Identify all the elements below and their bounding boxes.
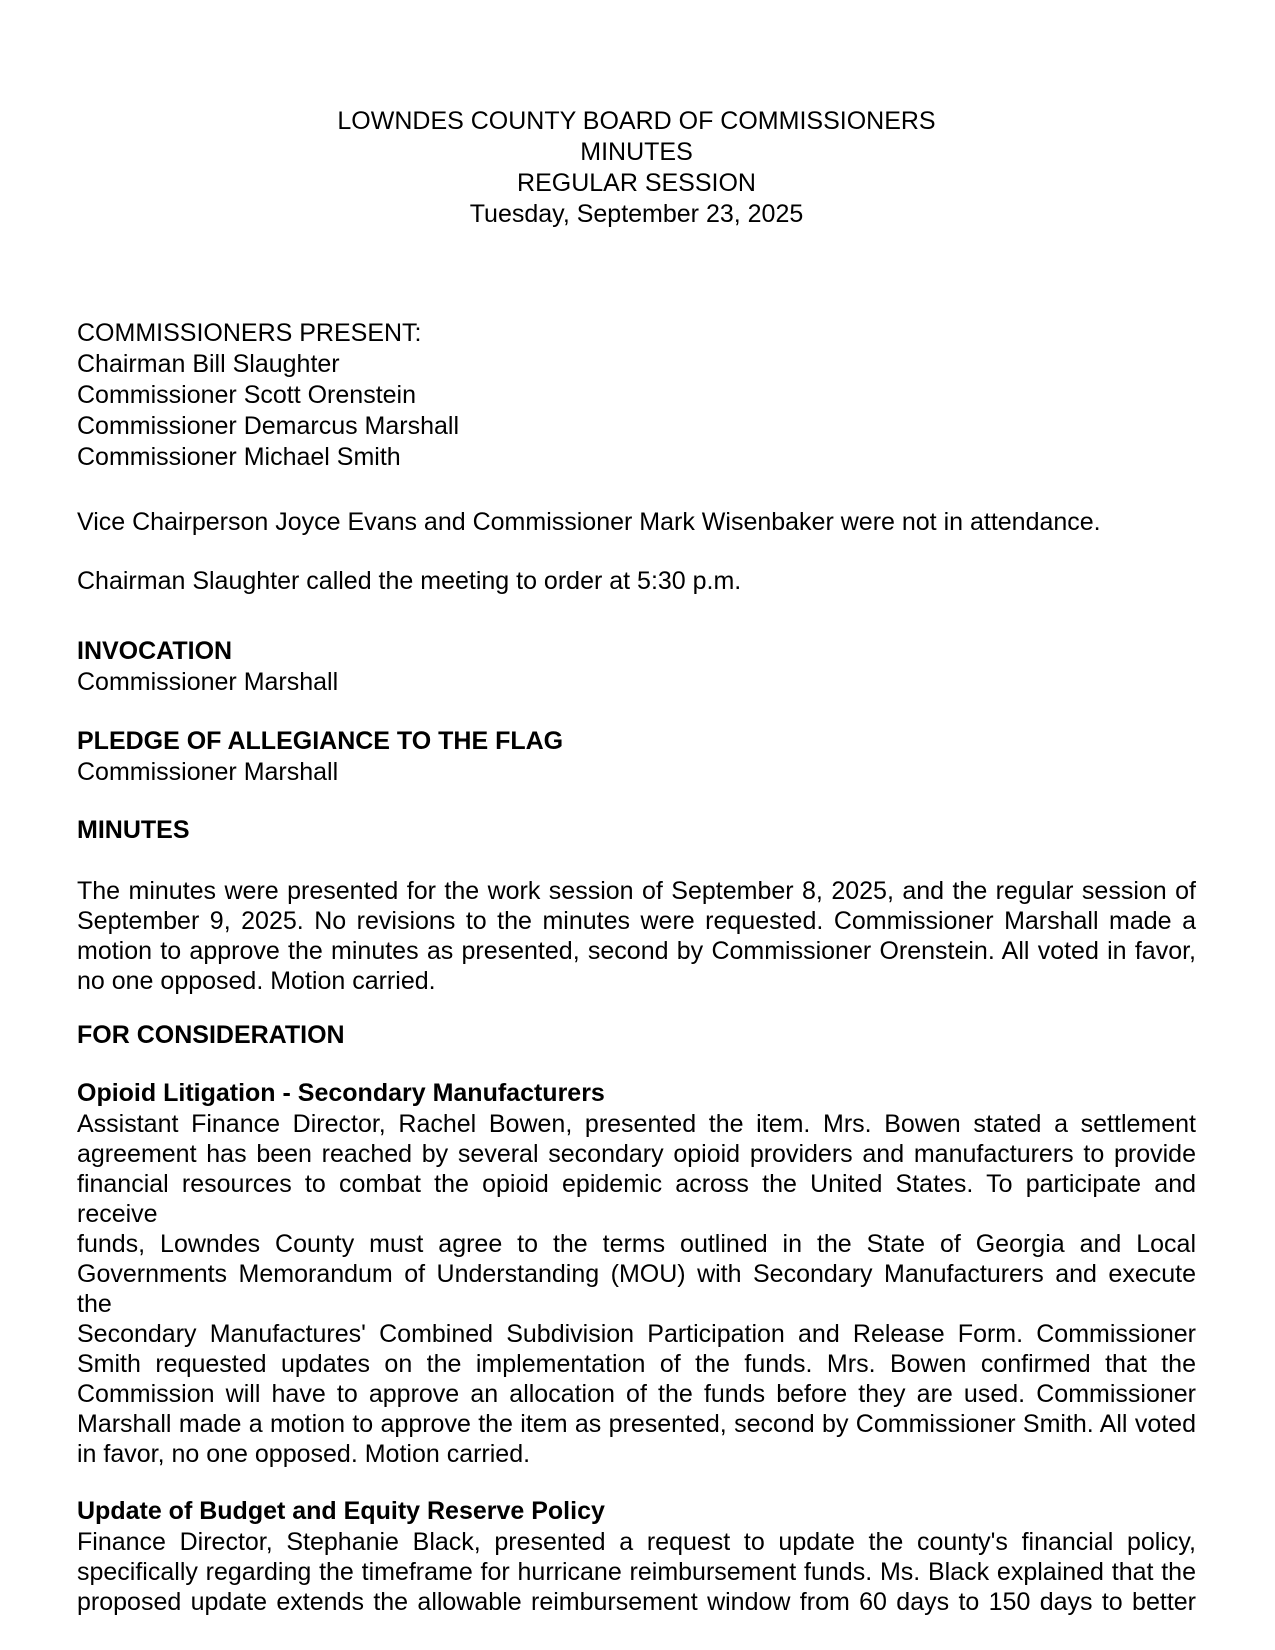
minutes-paragraph bbox=[77, 876, 1196, 996]
commissioners-present-block bbox=[77, 318, 1196, 473]
agenda-item-title: Update of Budget and Equity Reserve Policy bbox=[77, 1497, 605, 1525]
paragraph-line: funds, Lowndes County must agree to the terms outlined in the State of Georgia and Local bbox=[77, 1230, 1196, 1258]
present-name: Commissioner Scott Orenstein bbox=[77, 381, 417, 409]
invocation-heading: INVOCATION bbox=[77, 637, 233, 665]
paragraph-line: Finance Director, Stephanie Black, presented a request to update the county's financial policy, bbox=[77, 1528, 1196, 1556]
paragraph-line: financial resources to combat the opioid epidemic across the United States. To participate and receive bbox=[77, 1170, 1196, 1228]
paragraph-line: Assistant Finance Director, Rachel Bowen, presented the item. Mrs. Bowen stated a settlement bbox=[77, 1110, 1196, 1138]
paragraph-line: agreement has been reached by several secondary opioid providers and manufacturers to provide bbox=[77, 1140, 1196, 1168]
title-line-minutes: MINUTES bbox=[580, 138, 693, 166]
present-name: Chairman Bill Slaughter bbox=[77, 350, 340, 378]
title-line-org: LOWNDES COUNTY BOARD OF COMMISSIONERS bbox=[337, 107, 936, 135]
paragraph-line: specifically regarding the timeframe for hurricane reimbursement funds. Ms. Black explained that the bbox=[77, 1558, 1196, 1586]
title-line-date: Tuesday, September 23, 2025 bbox=[469, 200, 804, 228]
agenda-item-title: Opioid Litigation - Secondary Manufacturers bbox=[77, 1079, 605, 1107]
paragraph-line: no one opposed. Motion carried. bbox=[77, 967, 436, 995]
paragraph-line: proposed update extends the allowable reimbursement window from 60 days to 150 days to better bbox=[77, 1588, 1196, 1616]
present-name: Commissioner Michael Smith bbox=[77, 443, 401, 471]
invocation-section bbox=[77, 636, 1196, 698]
paragraph-line: Secondary Manufactures' Combined Subdivision Participation and Release Form. Commissioner bbox=[77, 1320, 1196, 1348]
minutes-heading: MINUTES bbox=[77, 816, 190, 844]
invocation-speaker: Commissioner Marshall bbox=[77, 668, 339, 696]
agenda-item-opioid-litigation bbox=[77, 1078, 1196, 1469]
present-heading: COMMISSIONERS PRESENT: bbox=[77, 319, 422, 347]
paragraph-line: in favor, no one opposed. Motion carried. bbox=[77, 1440, 531, 1468]
paragraph-line: Smith requested updates on the implementation of the funds. Mrs. Bowen confirmed that the bbox=[77, 1350, 1196, 1378]
pledge-section bbox=[77, 726, 1196, 788]
call-to-order-note: Chairman Slaughter called the meeting to order at 5:30 p.m. bbox=[77, 567, 742, 595]
document-title-block bbox=[77, 106, 1196, 230]
paragraph-line: September 9, 2025. No revisions to the minutes were requested. Commissioner Marshall made a bbox=[77, 907, 1196, 935]
paragraph-line: motion to approve the minutes as presented, second by Commissioner Orenstein. All voted in favor, bbox=[77, 937, 1196, 965]
absence-note: Vice Chairperson Joyce Evans and Commissioner Mark Wisenbaker were not in attendance. bbox=[77, 508, 1101, 536]
title-line-session: REGULAR SESSION bbox=[517, 169, 756, 197]
paragraph-line: Governments Memorandum of Understanding (MOU) with Secondary Manufacturers and execute the bbox=[77, 1260, 1196, 1318]
agenda-item-paragraph bbox=[77, 1527, 1196, 1617]
for-consideration-heading: FOR CONSIDERATION bbox=[77, 1021, 345, 1049]
pledge-heading: PLEDGE OF ALLEGIANCE TO THE FLAG bbox=[77, 727, 564, 755]
paragraph-line: Commission will have to approve an allocation of the funds before they are used. Commissioner bbox=[77, 1380, 1196, 1408]
agenda-item-budget-policy bbox=[77, 1496, 1196, 1617]
agenda-item-paragraph bbox=[77, 1109, 1196, 1469]
pledge-speaker: Commissioner Marshall bbox=[77, 758, 339, 786]
paragraph-line: Marshall made a motion to approve the item as presented, second by Commissioner Smith. All voted bbox=[77, 1410, 1196, 1438]
present-name: Commissioner Demarcus Marshall bbox=[77, 412, 460, 440]
paragraph-line: The minutes were presented for the work session of September 8, 2025, and the regular session of bbox=[77, 877, 1196, 905]
